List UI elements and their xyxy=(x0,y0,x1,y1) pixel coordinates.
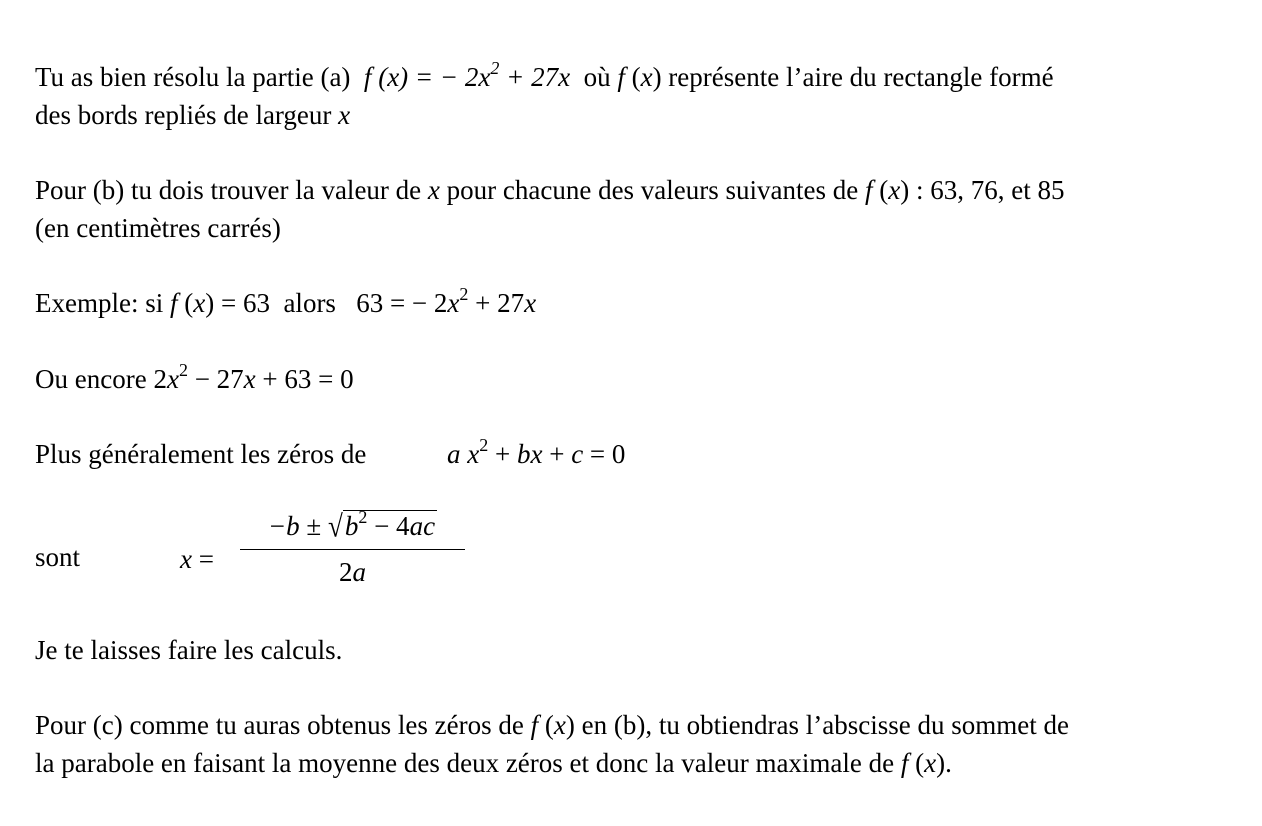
fraction-bar xyxy=(240,549,465,550)
or-again-line xyxy=(35,360,354,398)
paragraph-b-line-1: Pour (b) tu dois trouver la valeur de x pour chacune des valeurs suivantes de f (x) : 63, 76, et 85 xyxy=(35,175,1065,205)
example-condition: f (x) = 63 xyxy=(169,288,270,318)
paragraph-b-line-2: (en centimètres carrés) xyxy=(35,213,281,243)
or-again-equation: $2x^2 - 27x + 63 = 0$ xyxy=(153,360,354,394)
formula-denominator: 2a xyxy=(339,557,366,587)
example-line xyxy=(35,284,536,322)
example-equation: 63 = − $2x^2 + 27x$ xyxy=(356,284,537,318)
or-again-prefix: Ou encore xyxy=(35,364,147,394)
closing-line: Je te laisses faire les calculs. xyxy=(35,635,343,665)
formula-lhs: x = xyxy=(180,544,214,574)
quadratic-formula-fraction xyxy=(240,507,465,591)
formula-label: sont xyxy=(35,542,81,572)
paragraph-a-intro: Tu as bien résolu la partie (a) xyxy=(35,62,351,92)
example-prefix: Exemple: si xyxy=(35,288,164,318)
example-then: alors xyxy=(283,288,336,318)
general-prefix: Plus généralement les zéros de xyxy=(35,439,367,469)
formula-numerator: $-b \pm √b^2 - 4ac$ xyxy=(267,507,436,544)
paragraph-a-formula: f (x) = − $2x^2 + 27x$ xyxy=(363,58,571,92)
paragraph-a-line-2: des bords repliés de largeur x xyxy=(35,100,351,130)
general-line xyxy=(35,435,366,473)
general-equation: a $x^2$ + bx + c = 0 xyxy=(447,435,626,469)
paragraph-a-line-1 xyxy=(35,58,1054,96)
paragraph-c-line-1: Pour (c) comme tu auras obtenus les zéros de f (x) en (b), tu obtiendras l’abscisse du sommet de xyxy=(35,710,1069,740)
paragraph-c-line-2: la parabole en faisant la moyenne des deux zéros et donc la valeur maximale de f (x). xyxy=(35,748,952,778)
paragraph-a-rest: où f (x) représente l’aire du rectangle formé xyxy=(583,62,1054,92)
square-root: $√b^2 - 4ac$ xyxy=(328,507,436,544)
